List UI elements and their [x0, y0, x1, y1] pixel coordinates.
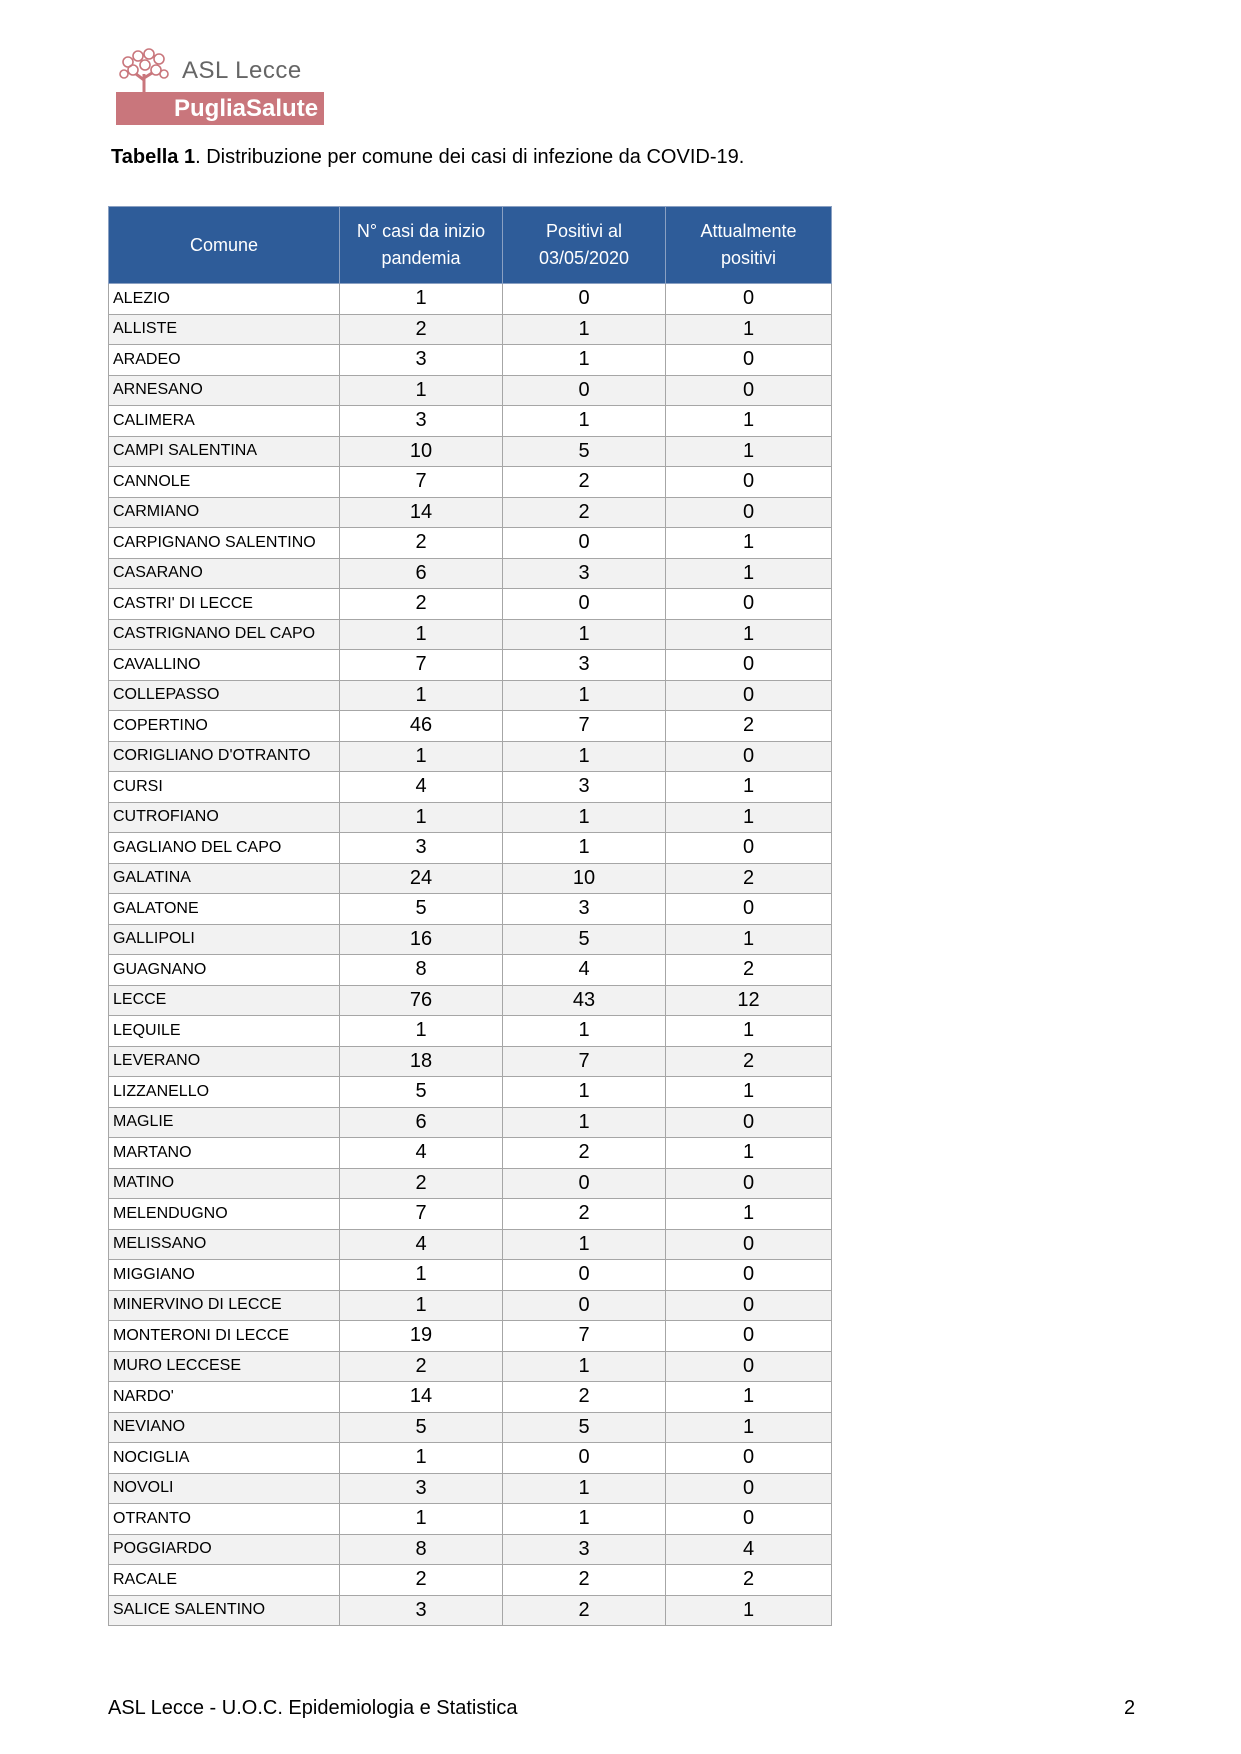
table-row: [109, 1443, 832, 1474]
cell-positivi-data: 3: [503, 558, 666, 589]
cell-comune: LEQUILE: [109, 1016, 340, 1047]
cell-attualmente-positivi: 2: [666, 1565, 832, 1596]
cell-positivi-data: 4: [503, 955, 666, 986]
table-row: [109, 680, 832, 711]
cell-positivi-data: 43: [503, 985, 666, 1016]
cell-attualmente-positivi: 1: [666, 1138, 832, 1169]
cell-positivi-data: 7: [503, 1046, 666, 1077]
cell-positivi-data: 5: [503, 924, 666, 955]
cell-positivi-data: 5: [503, 1412, 666, 1443]
tree-logo-icon: [116, 48, 174, 94]
cell-attualmente-positivi: 0: [666, 1443, 832, 1474]
cell-positivi-data: 0: [503, 1443, 666, 1474]
cell-comune: OTRANTO: [109, 1504, 340, 1535]
table-body: [109, 284, 832, 1626]
cell-positivi-data: 2: [503, 497, 666, 528]
table-row: [109, 314, 832, 345]
cell-comune: COPERTINO: [109, 711, 340, 742]
cell-attualmente-positivi: 0: [666, 680, 832, 711]
table-row: [109, 1565, 832, 1596]
cell-casi-totali: 1: [340, 680, 503, 711]
cell-attualmente-positivi: 0: [666, 589, 832, 620]
cell-positivi-data: 1: [503, 833, 666, 864]
covid-cases-table: [108, 206, 832, 1626]
cell-casi-totali: 1: [340, 1290, 503, 1321]
page-number: 2: [1124, 1697, 1136, 1719]
cell-positivi-data: 1: [503, 802, 666, 833]
cell-comune: GALATINA: [109, 863, 340, 894]
cell-casi-totali: 76: [340, 985, 503, 1016]
logo-name: ASL Lecce: [182, 57, 302, 84]
cell-comune: CURSI: [109, 772, 340, 803]
cell-comune: ARNESANO: [109, 375, 340, 406]
cell-positivi-data: 1: [503, 406, 666, 437]
table-row: [109, 589, 832, 620]
cell-comune: CALIMERA: [109, 406, 340, 437]
table-row: [109, 1473, 832, 1504]
cell-attualmente-positivi: 1: [666, 406, 832, 437]
cell-casi-totali: 1: [340, 1504, 503, 1535]
cell-comune: MURO LECCESE: [109, 1351, 340, 1382]
cell-comune: POGGIARDO: [109, 1534, 340, 1565]
table-row: [109, 1138, 832, 1169]
cell-attualmente-positivi: 2: [666, 863, 832, 894]
table-row: [109, 1321, 832, 1352]
table-row: [109, 833, 832, 864]
cell-attualmente-positivi: 0: [666, 650, 832, 681]
cell-positivi-data: 0: [503, 1168, 666, 1199]
table-row: [109, 1595, 832, 1626]
cell-comune: NEVIANO: [109, 1412, 340, 1443]
cell-comune: MAGLIE: [109, 1107, 340, 1138]
cell-casi-totali: 6: [340, 1107, 503, 1138]
cell-casi-totali: 5: [340, 894, 503, 925]
cell-comune: CASTRI' DI LECCE: [109, 589, 340, 620]
cell-casi-totali: 19: [340, 1321, 503, 1352]
cell-casi-totali: 2: [340, 314, 503, 345]
table-row: [109, 436, 832, 467]
cell-casi-totali: 2: [340, 1351, 503, 1382]
cell-comune: CUTROFIANO: [109, 802, 340, 833]
cell-positivi-data: 0: [503, 284, 666, 315]
cell-attualmente-positivi: 0: [666, 1504, 832, 1535]
cell-attualmente-positivi: 0: [666, 345, 832, 376]
table-header-row: [109, 207, 832, 284]
cell-attualmente-positivi: 4: [666, 1534, 832, 1565]
cell-comune: MATINO: [109, 1168, 340, 1199]
table-row: [109, 558, 832, 589]
table-row: [109, 406, 832, 437]
header-comune: Comune: [109, 207, 340, 284]
table-row: [109, 619, 832, 650]
cell-comune: ARADEO: [109, 345, 340, 376]
cell-casi-totali: 2: [340, 1565, 503, 1596]
cell-attualmente-positivi: 0: [666, 833, 832, 864]
cell-positivi-data: 0: [503, 528, 666, 559]
cell-positivi-data: 2: [503, 1382, 666, 1413]
cell-casi-totali: 2: [340, 1168, 503, 1199]
cell-comune: GALLIPOLI: [109, 924, 340, 955]
footer-text: ASL Lecce - U.O.C. Epidemiologia e Statistica: [108, 1697, 518, 1719]
cell-comune: MELISSANO: [109, 1229, 340, 1260]
caption-text: . Distribuzione per comune dei casi di infezione da COVID-19.: [195, 146, 745, 168]
cell-positivi-data: 3: [503, 772, 666, 803]
table-row: [109, 1077, 832, 1108]
table-row: [109, 1260, 832, 1291]
cell-casi-totali: 3: [340, 1595, 503, 1626]
cell-casi-totali: 1: [340, 802, 503, 833]
cell-casi-totali: 3: [340, 406, 503, 437]
cell-comune: CARPIGNANO SALENTINO: [109, 528, 340, 559]
cell-casi-totali: 3: [340, 1473, 503, 1504]
cell-attualmente-positivi: 1: [666, 436, 832, 467]
cell-attualmente-positivi: 1: [666, 558, 832, 589]
cell-casi-totali: 2: [340, 589, 503, 620]
table-row: [109, 1290, 832, 1321]
cell-positivi-data: 0: [503, 1260, 666, 1291]
cell-attualmente-positivi: 1: [666, 314, 832, 345]
table-row: [109, 955, 832, 986]
cell-casi-totali: 4: [340, 1229, 503, 1260]
cell-attualmente-positivi: 0: [666, 467, 832, 498]
header-positivi-data: Positivi al 03/05/2020: [503, 207, 666, 284]
table-row: [109, 345, 832, 376]
cell-casi-totali: 1: [340, 741, 503, 772]
cell-positivi-data: 2: [503, 1565, 666, 1596]
cell-casi-totali: 4: [340, 1138, 503, 1169]
cell-positivi-data: 2: [503, 467, 666, 498]
cell-casi-totali: 7: [340, 1199, 503, 1230]
cell-positivi-data: 1: [503, 345, 666, 376]
cell-attualmente-positivi: 0: [666, 375, 832, 406]
cell-comune: NARDO': [109, 1382, 340, 1413]
cell-comune: GUAGNANO: [109, 955, 340, 986]
table-row: [109, 711, 832, 742]
cell-attualmente-positivi: 1: [666, 1077, 832, 1108]
cell-positivi-data: 0: [503, 375, 666, 406]
cell-positivi-data: 1: [503, 1504, 666, 1535]
table-row: [109, 528, 832, 559]
cell-positivi-data: 1: [503, 1229, 666, 1260]
header-attualmente-positivi: Attualmente positivi: [666, 207, 832, 284]
cell-comune: MIGGIANO: [109, 1260, 340, 1291]
cell-comune: GAGLIANO DEL CAPO: [109, 833, 340, 864]
cell-attualmente-positivi: 1: [666, 772, 832, 803]
cell-positivi-data: 5: [503, 436, 666, 467]
table-row: [109, 1351, 832, 1382]
cell-comune: CASARANO: [109, 558, 340, 589]
cell-attualmente-positivi: 0: [666, 1229, 832, 1260]
cell-casi-totali: 5: [340, 1412, 503, 1443]
cell-attualmente-positivi: 1: [666, 528, 832, 559]
table-row: [109, 985, 832, 1016]
cell-positivi-data: 3: [503, 650, 666, 681]
cell-attualmente-positivi: 1: [666, 924, 832, 955]
cell-casi-totali: 1: [340, 1260, 503, 1291]
cell-casi-totali: 6: [340, 558, 503, 589]
cell-attualmente-positivi: 2: [666, 711, 832, 742]
cell-attualmente-positivi: 0: [666, 1260, 832, 1291]
cell-attualmente-positivi: 1: [666, 802, 832, 833]
cell-positivi-data: 1: [503, 314, 666, 345]
cell-positivi-data: 1: [503, 1077, 666, 1108]
cell-positivi-data: 0: [503, 1290, 666, 1321]
cell-positivi-data: 1: [503, 1107, 666, 1138]
cell-positivi-data: 2: [503, 1138, 666, 1169]
cell-comune: CARMIANO: [109, 497, 340, 528]
table-row: [109, 1046, 832, 1077]
cell-comune: MONTERONI DI LECCE: [109, 1321, 340, 1352]
cell-positivi-data: 3: [503, 894, 666, 925]
cell-casi-totali: 3: [340, 833, 503, 864]
cell-comune: LIZZANELLO: [109, 1077, 340, 1108]
cell-comune: CAVALLINO: [109, 650, 340, 681]
cell-comune: MINERVINO DI LECCE: [109, 1290, 340, 1321]
cell-positivi-data: 2: [503, 1595, 666, 1626]
cell-casi-totali: 1: [340, 1443, 503, 1474]
cell-attualmente-positivi: 2: [666, 955, 832, 986]
cell-casi-totali: 8: [340, 1534, 503, 1565]
table-row: [109, 1199, 832, 1230]
table-caption: [111, 146, 744, 169]
cell-attualmente-positivi: 1: [666, 619, 832, 650]
cell-casi-totali: 7: [340, 467, 503, 498]
table-row: [109, 772, 832, 803]
cell-casi-totali: 10: [340, 436, 503, 467]
cell-positivi-data: 1: [503, 619, 666, 650]
cell-casi-totali: 1: [340, 375, 503, 406]
table-row: [109, 802, 832, 833]
cell-comune: CAMPI SALENTINA: [109, 436, 340, 467]
cell-comune: ALLISTE: [109, 314, 340, 345]
table-row: [109, 741, 832, 772]
cell-comune: LECCE: [109, 985, 340, 1016]
cell-positivi-data: 3: [503, 1534, 666, 1565]
cell-attualmente-positivi: 2: [666, 1046, 832, 1077]
cell-casi-totali: 2: [340, 528, 503, 559]
cell-positivi-data: 1: [503, 1473, 666, 1504]
cell-comune: GALATONE: [109, 894, 340, 925]
header-casi-totali: N° casi da inizio pandemia: [340, 207, 503, 284]
asl-lecce-logo: [116, 48, 326, 126]
cell-attualmente-positivi: 1: [666, 1382, 832, 1413]
cell-comune: CORIGLIANO D'OTRANTO: [109, 741, 340, 772]
cell-comune: MARTANO: [109, 1138, 340, 1169]
cell-casi-totali: 5: [340, 1077, 503, 1108]
cell-attualmente-positivi: 0: [666, 1321, 832, 1352]
cell-comune: CASTRIGNANO DEL CAPO: [109, 619, 340, 650]
caption-label: Tabella 1: [111, 146, 196, 168]
cell-comune: SALICE SALENTINO: [109, 1595, 340, 1626]
cell-attualmente-positivi: 0: [666, 741, 832, 772]
cell-comune: ALEZIO: [109, 284, 340, 315]
table-row: [109, 1168, 832, 1199]
cell-attualmente-positivi: 0: [666, 1351, 832, 1382]
table-row: [109, 1534, 832, 1565]
table-row: [109, 375, 832, 406]
cell-casi-totali: 4: [340, 772, 503, 803]
cell-comune: MELENDUGNO: [109, 1199, 340, 1230]
cell-positivi-data: 10: [503, 863, 666, 894]
cell-positivi-data: 1: [503, 741, 666, 772]
cell-casi-totali: 18: [340, 1046, 503, 1077]
cell-positivi-data: 1: [503, 680, 666, 711]
table-row: [109, 894, 832, 925]
cell-attualmente-positivi: 12: [666, 985, 832, 1016]
cell-positivi-data: 1: [503, 1016, 666, 1047]
table-row: [109, 1229, 832, 1260]
cell-attualmente-positivi: 0: [666, 1107, 832, 1138]
table-row: [109, 1016, 832, 1047]
cell-casi-totali: 7: [340, 650, 503, 681]
cell-attualmente-positivi: 0: [666, 894, 832, 925]
logo-band: PugliaSalute: [116, 92, 324, 125]
table-row: [109, 924, 832, 955]
cell-casi-totali: 1: [340, 619, 503, 650]
cell-positivi-data: 7: [503, 711, 666, 742]
cell-comune: NOCIGLIA: [109, 1443, 340, 1474]
cell-comune: COLLEPASSO: [109, 680, 340, 711]
table-row: [109, 1107, 832, 1138]
cell-casi-totali: 46: [340, 711, 503, 742]
table-row: [109, 863, 832, 894]
cell-attualmente-positivi: 1: [666, 1595, 832, 1626]
cell-positivi-data: 1: [503, 1351, 666, 1382]
cell-positivi-data: 2: [503, 1199, 666, 1230]
cell-comune: LEVERANO: [109, 1046, 340, 1077]
cell-casi-totali: 1: [340, 284, 503, 315]
cell-casi-totali: 16: [340, 924, 503, 955]
cell-casi-totali: 14: [340, 497, 503, 528]
cell-comune: NOVOLI: [109, 1473, 340, 1504]
cell-comune: CANNOLE: [109, 467, 340, 498]
cell-casi-totali: 24: [340, 863, 503, 894]
cell-comune: RACALE: [109, 1565, 340, 1596]
table-row: [109, 1382, 832, 1413]
table-row: [109, 467, 832, 498]
cell-casi-totali: 8: [340, 955, 503, 986]
cell-positivi-data: 7: [503, 1321, 666, 1352]
cell-attualmente-positivi: 0: [666, 1473, 832, 1504]
table-row: [109, 1504, 832, 1535]
cell-attualmente-positivi: 1: [666, 1412, 832, 1443]
table-row: [109, 1412, 832, 1443]
cell-casi-totali: 1: [340, 1016, 503, 1047]
cell-attualmente-positivi: 0: [666, 1290, 832, 1321]
table-row: [109, 284, 832, 315]
cell-positivi-data: 0: [503, 589, 666, 620]
cell-casi-totali: 14: [340, 1382, 503, 1413]
cell-attualmente-positivi: 0: [666, 284, 832, 315]
cell-attualmente-positivi: 1: [666, 1016, 832, 1047]
cell-attualmente-positivi: 1: [666, 1199, 832, 1230]
table-row: [109, 497, 832, 528]
cell-attualmente-positivi: 0: [666, 1168, 832, 1199]
cell-casi-totali: 3: [340, 345, 503, 376]
table-row: [109, 650, 832, 681]
cell-attualmente-positivi: 0: [666, 497, 832, 528]
